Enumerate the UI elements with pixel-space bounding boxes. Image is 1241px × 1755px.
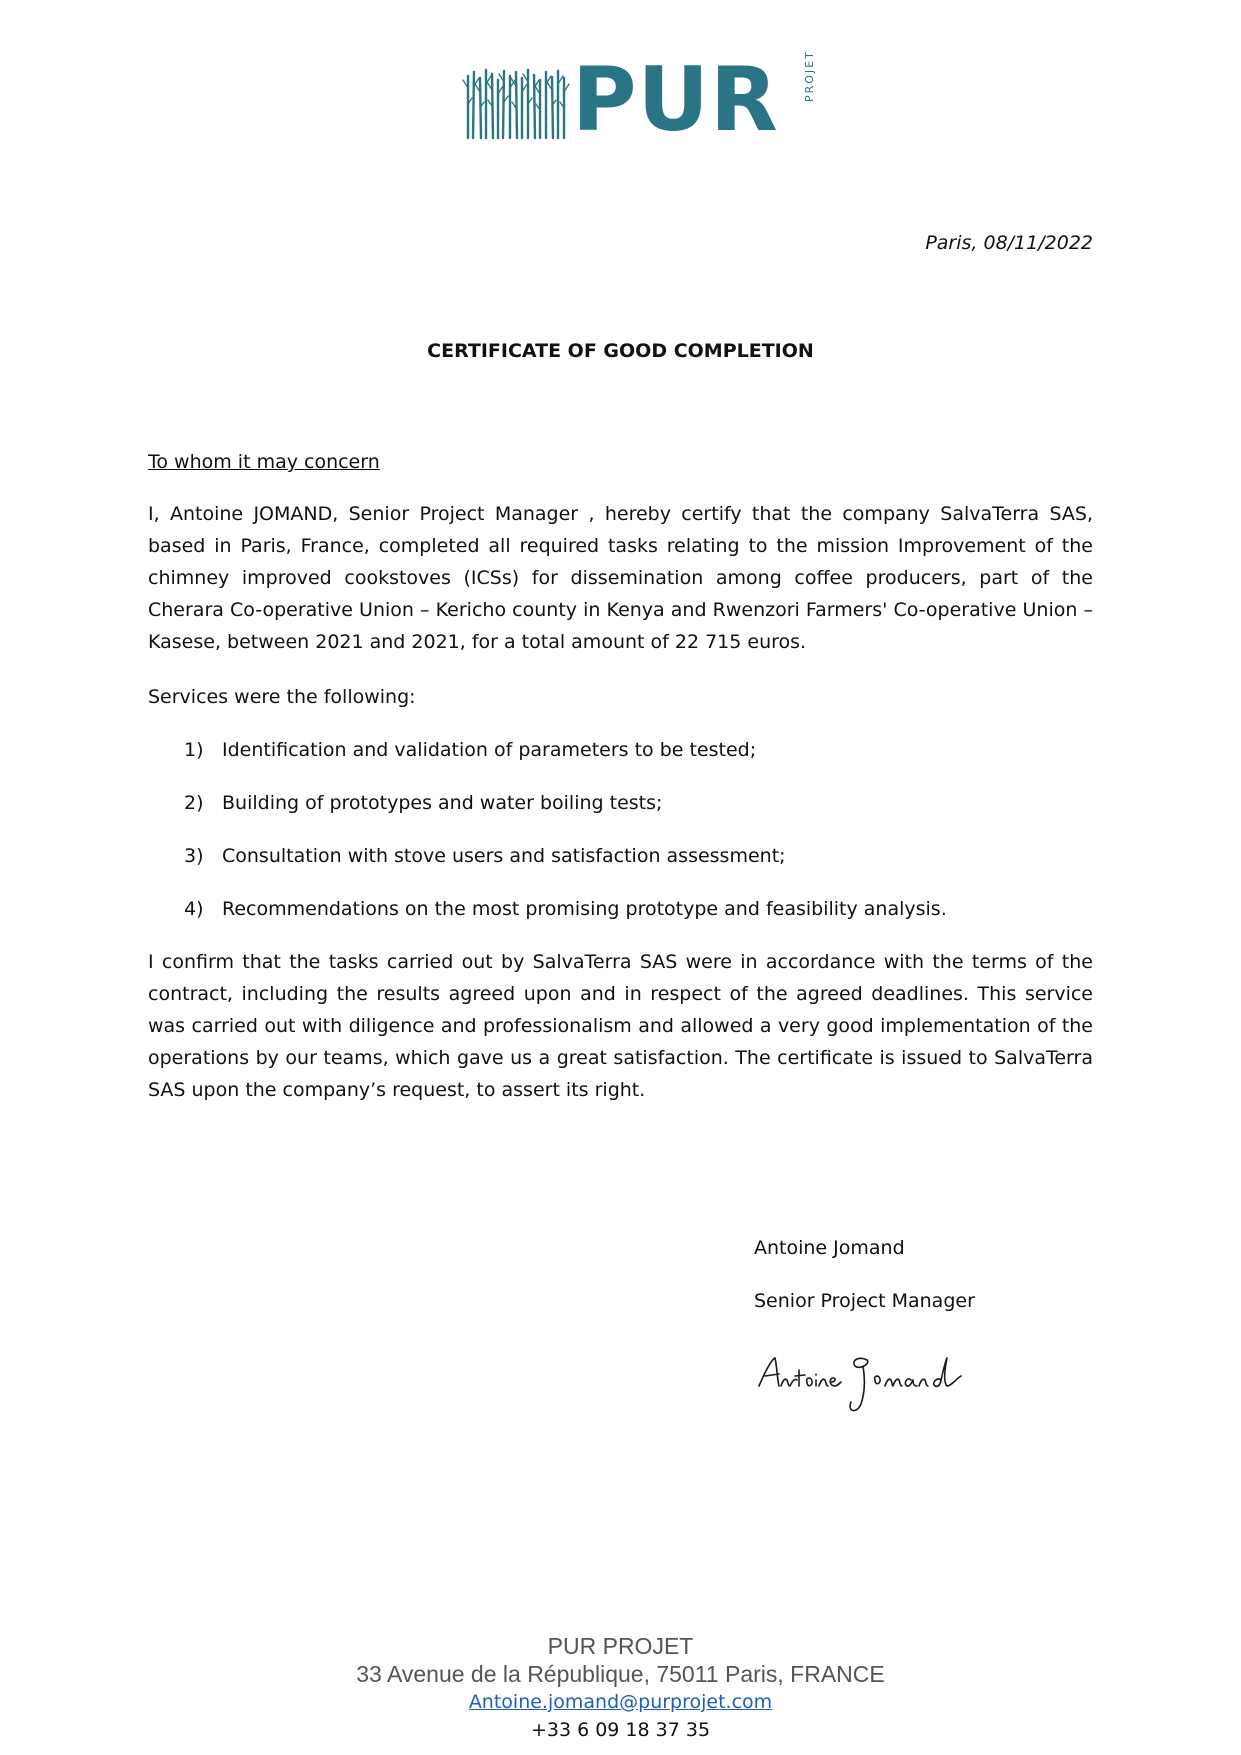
- list-item-number: 1): [184, 739, 204, 761]
- signatory-role: Senior Project Manager: [754, 1290, 975, 1312]
- list-item-number: 3): [184, 845, 204, 867]
- certification-paragraph: I, Antoine JOMAND, Senior Project Manager , hereby certify that the company SalvaTerra SAS, based in Paris, France, completed all required tasks relating to the mission Improvement of the chimney improved cookstoves (ICSs) for dissemination among coffee producers, part of the Cherara Co-operative Union – Kericho county in Kenya and Rwenzori Farmers' Co-operative Union – Kasese, between 2021 and 2021, for a total amount of 22 715 euros.: [148, 503, 1093, 653]
- footer-company: PUR PROJET: [547, 1633, 694, 1659]
- list-item-text: Identification and validation of parameters to be tested;: [222, 739, 757, 761]
- tree-forest-icon: [462, 68, 570, 140]
- footer-address: 33 Avenue de la République, 75011 Paris, FRANCE: [356, 1661, 885, 1687]
- document-title: CERTIFICATE OF GOOD COMPLETION: [427, 340, 814, 362]
- handwritten-signature: [755, 1352, 975, 1416]
- logo-wordmark: PUR: [572, 48, 779, 151]
- logo-subword: PROJET: [803, 50, 816, 102]
- list-item-text: Building of prototypes and water boiling tests;: [222, 792, 663, 814]
- list-item-text: Recommendations on the most promising prototype and feasibility analysis.: [222, 898, 947, 920]
- list-item-text: Consultation with stove users and satisfaction assessment;: [222, 845, 786, 867]
- list-item: [184, 787, 947, 840]
- services-list: [184, 734, 947, 946]
- pur-projet-logo: [462, 48, 816, 151]
- letter-date: Paris, 08/11/2022: [925, 232, 1093, 254]
- salutation: To whom it may concern: [148, 451, 380, 473]
- list-item: [184, 734, 947, 787]
- signatory-name: Antoine Jomand: [754, 1237, 905, 1259]
- footer: [0, 1632, 1241, 1744]
- footer-email-link[interactable]: Antoine.jomand@purprojet.com: [468, 1691, 773, 1713]
- footer-phone: +33 6 09 18 37 35: [530, 1719, 711, 1741]
- list-item-number: 2): [184, 792, 204, 814]
- confirmation-paragraph: I confirm that the tasks carried out by SalvaTerra SAS were in accordance with the terms of the contract, including the results agreed upon and in respect of the agreed deadlines. This service was carried out with diligence and professionalism and allowed a very good implementation of the operations by our teams, which gave us a great satisfaction. The certificate is issued to SalvaTerra SAS upon the company’s request, to assert its right.: [148, 951, 1093, 1101]
- services-intro: Services were the following:: [148, 686, 416, 708]
- list-item: [184, 840, 947, 893]
- list-item: [184, 893, 947, 946]
- list-item-number: 4): [184, 898, 204, 920]
